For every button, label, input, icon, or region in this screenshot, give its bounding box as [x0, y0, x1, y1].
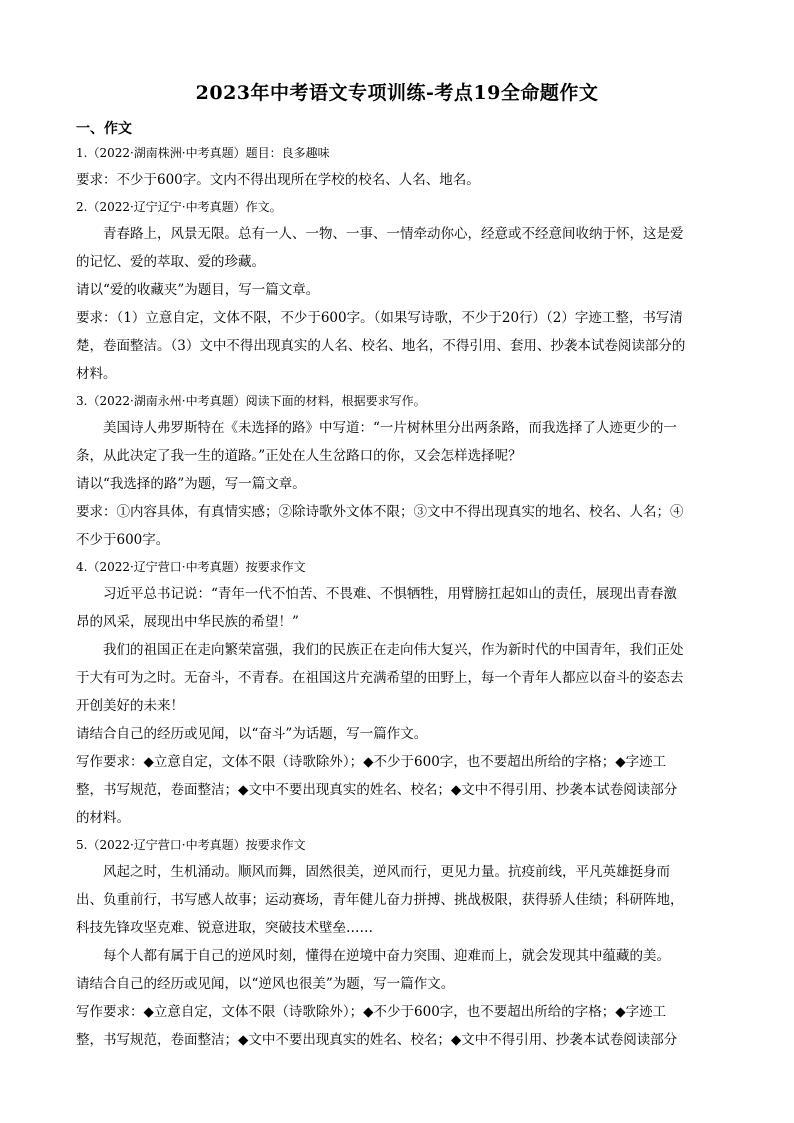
question-2-passage-line: 青春路上，风景无限。总有一人、一物、一事、一情牵动你心，经意或不经意间收纳于怀，这是爱	[103, 226, 684, 242]
question-4-passage-line: 开创美好的未来！	[76, 698, 184, 714]
question-4-header: 4.（2022·辽宁营口·中考真题）按要求作文	[76, 560, 306, 574]
question-3-requirement-line: 要求：①内容具体，有真情实感；②除诗歌外文体不限；③文中不得出现真实的地名、校名、人名；④	[76, 504, 684, 520]
question-5-requirement-line: 写作要求：◆立意自定，文体不限（诗歌除外）；◆不少于600字，也不要超出所给的字格；◆字迹工	[76, 1004, 667, 1020]
question-1-header: 1.（2022·湖南株洲·中考真题）题目：良多趣味	[76, 146, 330, 160]
question-5-passage-line: 风起之时，生机涌动。顺风而舞，固然很美，逆风而行，更见力量。抗疫前线，平凡英雄挺身而	[103, 864, 670, 880]
question-2-header: 2.（2022·辽宁辽宁·中考真题）作文。	[76, 200, 282, 214]
question-4-passage-line: 习近平总书记说：“青年一代不怕苦、不畏难、不惧牺牲，用臂膀扛起如山的责任，展现出青春激	[103, 586, 677, 602]
question-4-requirement-line: 整，书写规范，卷面整洁；◆文中不要出现真实的姓名、校名；◆文中不得引用、抄袭本试卷阅读部分	[76, 782, 678, 798]
question-4-requirement-line: 写作要求：◆立意自定，文体不限（诗歌除外）；◆不少于600字，也不要超出所给的字格；◆字迹工	[76, 754, 667, 770]
question-5-passage-line: 科技先锋攻坚克难、锐意进取，突破技术壁垒……	[76, 920, 373, 936]
question-2-requirement-line: 要求：（1）立意自定，文体不限，不少于600字。（如果写诗歌，不少于20行）（2）字迹工整，书写清	[76, 310, 683, 326]
question-3-passage-line: 美国诗人弗罗斯特在《未选择的路》中写道：“一片树林里分出两条路，而我选择了人迹更少的一	[103, 420, 677, 436]
question-4-requirement-line: 的材料。	[76, 810, 130, 826]
question-4-passage-line: 我们的祖国正在走向繁荣富强，我们的民族正在走向伟大复兴，作为新时代的中国青年，我们正处	[103, 642, 684, 658]
question-1-requirement: 要求：不少于600字。文内不得出现所在学校的校名、人名、地名。	[76, 172, 480, 188]
question-2-requirement-line: 楚，卷面整洁。（3）文中不得出现真实的人名、校名、地名，不得引用、套用、抄袭本试卷阅读部分的	[76, 338, 686, 354]
question-5-task: 请结合自己的经历或见闻，以“逆风也很美”为题，写一篇作文。	[76, 976, 455, 992]
question-2-requirement-line: 材料。	[76, 366, 117, 382]
question-3-task: 请以“我选择的路”为题，写一篇文章。	[76, 476, 306, 492]
page-title: 2023年中考语文专项训练-考点19全命题作文	[195, 82, 599, 104]
question-2-task: 请以“爱的收藏夹”为题目，写一篇文章。	[76, 282, 320, 298]
question-3-passage-line: 条，从此决定了我一生的道路。”正处在人生岔路口的你，又会怎样选择呢？	[76, 448, 522, 464]
question-4-passage-line: 于大有可为之时。无奋斗，不青春。在祖国这片充满希望的田野上，每一个青年人都应以奋斗的姿态去	[76, 670, 684, 686]
question-5-requirement-line: 整，书写规范，卷面整洁；◆文中不要出现真实的姓名、校名；◆文中不得引用、抄袭本试卷阅读部分	[76, 1032, 678, 1048]
document-body	[76, 140, 710, 1054]
question-5-passage-line: 出、负重前行，书写感人故事；运动赛场，青年健儿奋力拼搏、挑战极限，获得骄人佳绩；科研阵地，	[76, 892, 684, 908]
question-2-passage-line: 的记忆、爱的萃取、爱的珍藏。	[76, 254, 265, 270]
question-4-passage-line: 昂的风采，展现出中华民族的希望！”	[76, 614, 299, 630]
section-heading: 一、作文	[76, 121, 132, 137]
question-5-header: 5.（2022·辽宁营口·中考真题）按要求作文	[76, 838, 306, 852]
question-4-task: 请结合自己的经历或见闻，以“奋斗”为话题，写一篇作文。	[76, 726, 428, 742]
question-3-requirement-line: 不少于600字。	[76, 532, 170, 548]
question-5-passage-line: 每个人都有属于自己的逆风时刻，懂得在逆境中奋力突围、迎难而上，就会发现其中蕴藏的美。	[103, 948, 670, 964]
question-3-header: 3.（2022·湖南永州·中考真题）阅读下面的材料，根据要求写作。	[76, 394, 426, 408]
